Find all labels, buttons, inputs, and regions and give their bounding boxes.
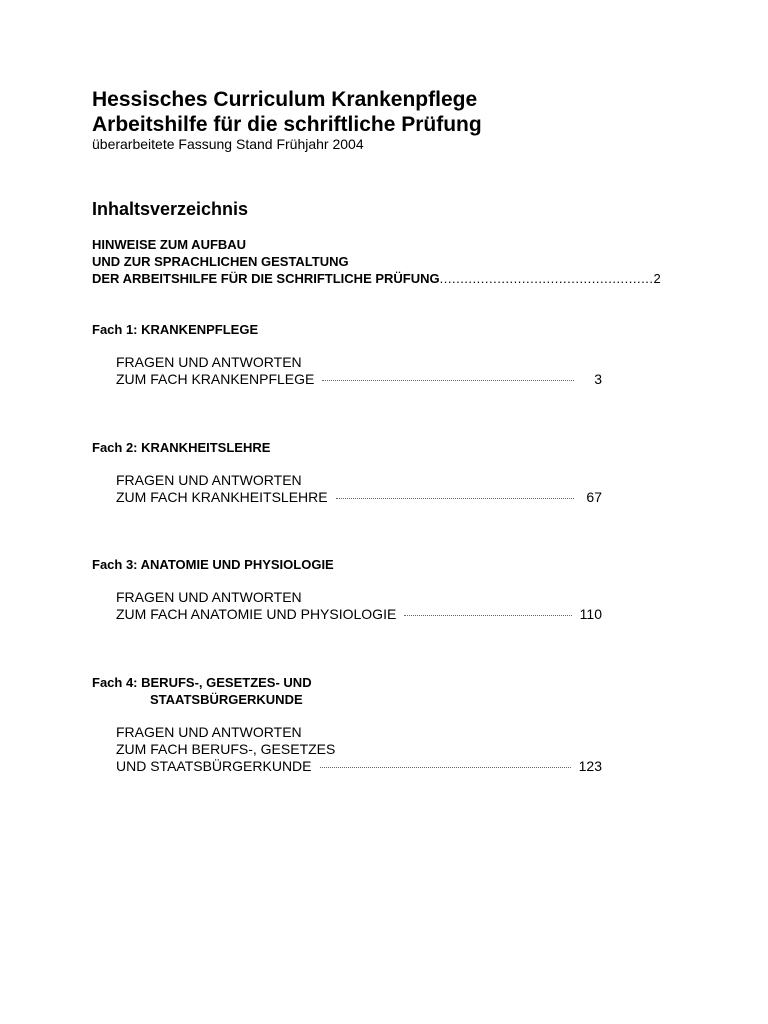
toc-entry-label: UND STAATSBÜRGERKUNDE: [116, 758, 312, 774]
section-heading-fach-3: Fach 3: ANATOMIE UND PHYSIOLOGIE: [92, 557, 334, 572]
toc-entry-label: ZUM FACH KRANKHEITSLEHRE: [116, 489, 328, 505]
toc-entry-line: FRAGEN UND ANTWORTEN: [116, 724, 302, 740]
page-number: 3: [594, 371, 602, 387]
toc-intro-line-1: HINWEISE ZUM AUFBAU: [92, 237, 247, 252]
section-heading-fach-1: Fach 1: KRANKENPFLEGE: [92, 322, 259, 337]
toc-entry-line: FRAGEN UND ANTWORTEN: [116, 589, 302, 605]
toc-heading: Inhaltsverzeichnis: [92, 199, 249, 219]
document-subtitle: überarbeitete Fassung Stand Frühjahr 2004: [92, 136, 364, 152]
page-number: 2: [653, 271, 661, 286]
section-heading-fach-2: Fach 2: KRANKHEITSLEHRE: [92, 440, 271, 455]
toc-entry-fach-3[interactable]: [116, 606, 602, 623]
page-number: 110: [579, 606, 602, 622]
toc-entry-line: ZUM FACH BERUFS-, GESETZES: [116, 741, 336, 757]
toc-intro-entry[interactable]: [92, 270, 661, 287]
toc-entry-fach-2[interactable]: [116, 489, 602, 506]
toc-entry-fach-4[interactable]: [116, 758, 602, 775]
section-heading-fach-4-line-2: STAATSBÜRGERKUNDE: [150, 692, 303, 707]
dot-leader: [322, 380, 574, 381]
toc-entry-label: ZUM FACH KRANKENPFLEGE: [116, 371, 315, 387]
dot-leader: [336, 498, 574, 499]
toc-intro-line-2: UND ZUR SPRACHLICHEN GESTALTUNG: [92, 254, 349, 269]
page-number: 67: [586, 489, 602, 505]
dot-leader: ....................................................: [439, 271, 654, 286]
document-title-line-2: Arbeitshilfe für die schriftliche Prüfung: [92, 113, 482, 136]
dot-leader: [320, 767, 571, 768]
toc-entry-fach-1[interactable]: [116, 371, 602, 388]
page-number: 123: [578, 758, 602, 774]
toc-entry-line: FRAGEN UND ANTWORTEN: [116, 354, 302, 370]
toc-intro-line-3: DER ARBEITSHILFE FÜR DIE SCHRIFTLICHE PRÜFUNG: [92, 271, 440, 286]
document-title-line-1: Hessisches Curriculum Krankenpflege: [92, 88, 478, 111]
toc-entry-label: ZUM FACH ANATOMIE UND PHYSIOLOGIE: [116, 606, 397, 622]
toc-entry-line: FRAGEN UND ANTWORTEN: [116, 472, 302, 488]
section-heading-fach-4: Fach 4: BERUFS-, GESETZES- UND: [92, 675, 312, 690]
dot-leader: [404, 615, 571, 616]
